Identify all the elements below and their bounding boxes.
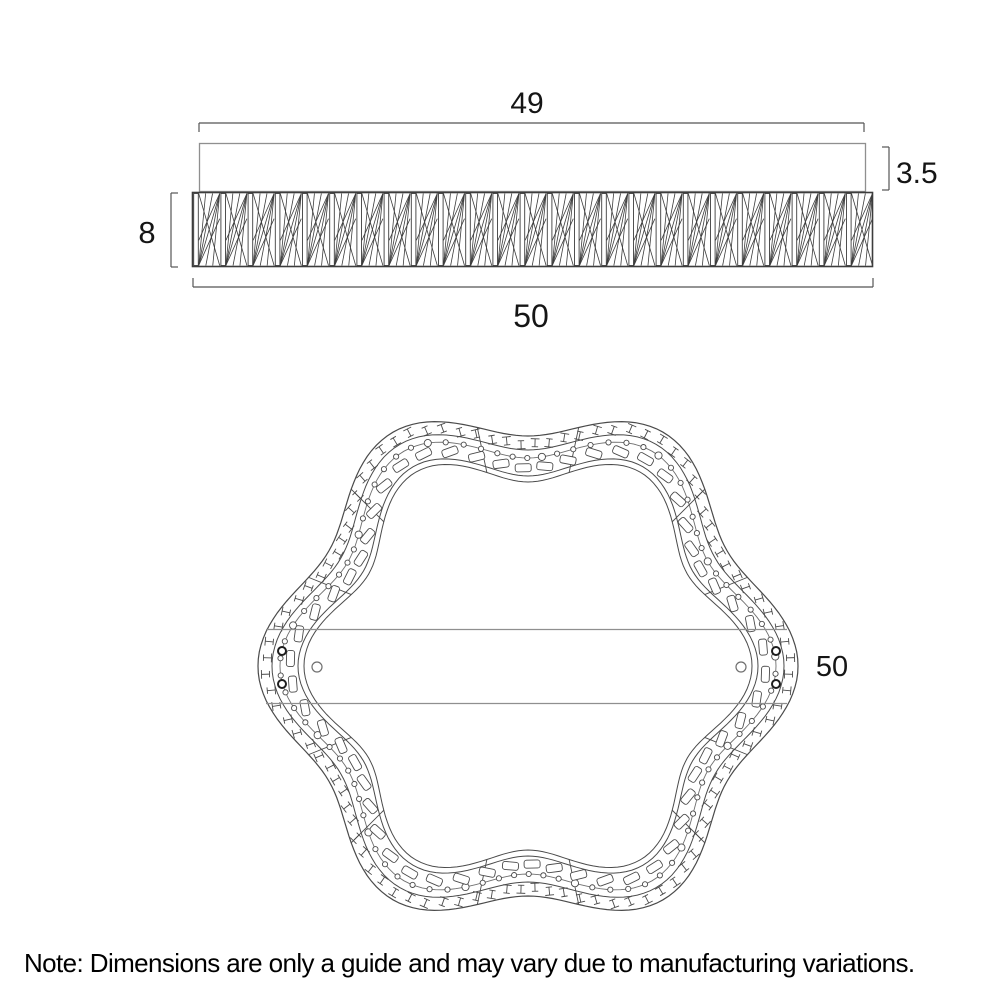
mounting-bar (266, 630, 787, 704)
canopy-outline (200, 144, 866, 192)
dim-plan-overall-label: 50 (815, 651, 849, 683)
fixing-dot (278, 680, 286, 688)
dim-top-height-label: 3.5 (896, 157, 938, 190)
dim-plan-overall (816, 651, 848, 683)
screw-hole (312, 662, 322, 672)
flower-outline-1 (272, 435, 784, 898)
fixing-dot (772, 680, 780, 688)
flower-outline-2 (298, 459, 758, 873)
flower-bead-curve (280, 442, 776, 890)
note-text: Note: Dimensions are only a guide and may vary due to manufacturing variations. (24, 948, 915, 978)
fixing-dot (772, 647, 780, 655)
crystal-band (193, 193, 873, 267)
dim-top-height (882, 147, 938, 190)
dim-band-height-label: 8 (138, 215, 156, 250)
dim-top-width-label: 49 (510, 87, 544, 120)
flower-outline-0 (258, 422, 798, 911)
screw-hole (736, 662, 746, 672)
dim-overall-width (193, 278, 873, 334)
plan-view (258, 422, 798, 911)
side-view (138, 87, 937, 334)
bead-circles (278, 439, 779, 892)
dim-overall-width-label: 50 (513, 298, 549, 334)
fixing-dot (278, 647, 286, 655)
crystal-clasp-texture (261, 423, 794, 909)
dim-top-width (199, 87, 864, 132)
dim-band-height (138, 193, 178, 267)
